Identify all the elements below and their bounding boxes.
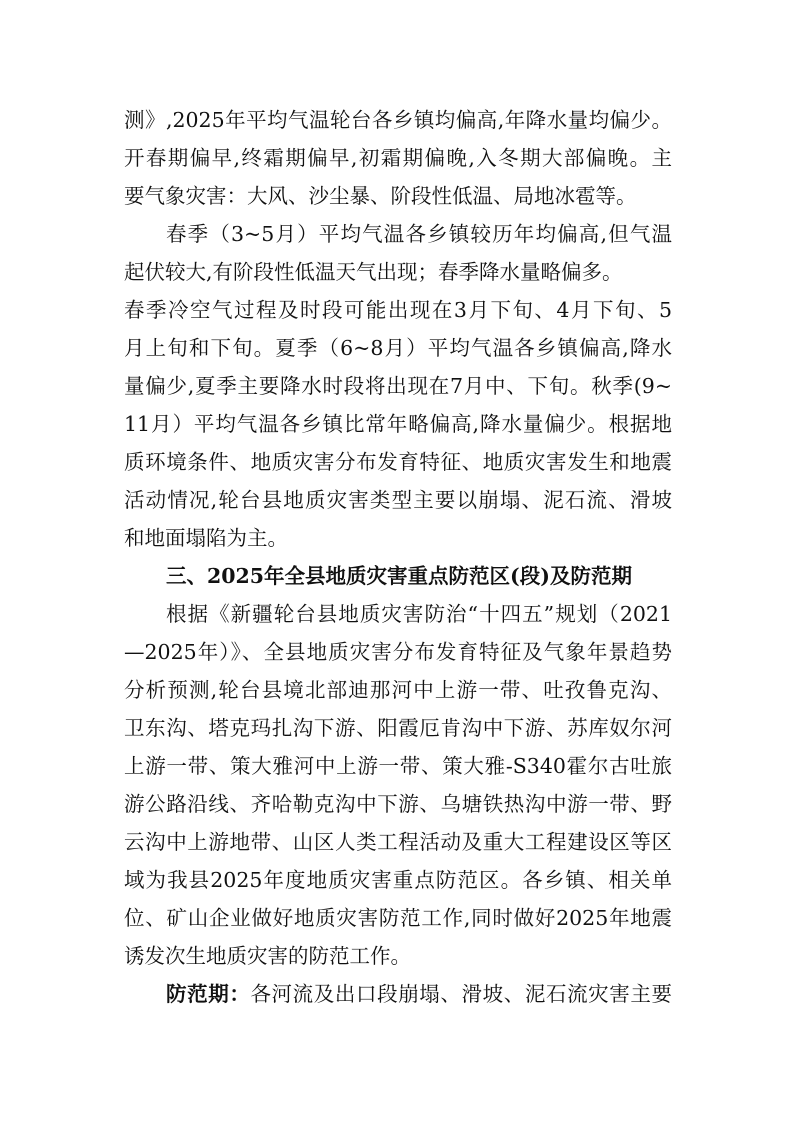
paragraph-line: 要气象灾害：大风、沙尘暴、阶段性低温、局地冰雹等。 [124, 184, 637, 208]
section-heading: 三、2025年全县地质灾害重点防范区(段)及防范期 [166, 564, 632, 588]
paragraph-line: 域为我县2025年度地质灾害重点防范区。各乡镇、相关单 [124, 868, 672, 892]
paragraph-line: 根据《新疆轮台县地质灾害防治“十四五”规划（2021 [166, 602, 672, 626]
paragraph-line: 上游一带、策大雅河中上游一带、策大雅-S340霍尔古吐旅 [124, 754, 672, 778]
paragraph-line: 云沟中上游地带、山区人类工程活动及重大工程建设区等区 [124, 830, 672, 854]
paragraph-line: 分析预测,轮台县境北部迪那河中上游一带、吐孜鲁克沟、 [124, 678, 672, 702]
paragraph-line: 量偏少,夏季主要降水时段将出现在7月中、下旬。秋季(9~ [124, 374, 672, 398]
paragraph-line: 起伏较大,有阶段性低温天气出现；春季降水量略偏多。 [124, 260, 623, 284]
prevention-period-text: 各河流及出口段崩塌、滑坡、泥石流灾害主要 [250, 982, 673, 1006]
paragraph-line: 11月）平均气温各乡镇比常年略偏高,降水量偏少。根据地 [124, 412, 672, 436]
paragraph-line: 卫东沟、塔克玛扎沟下游、阳霞厄肯沟中下游、苏库奴尔河 [124, 716, 672, 740]
paragraph-line: 诱发次生地质灾害的防范工作。 [124, 944, 411, 968]
paragraph-line: —2025年）》、全县地质灾害分布发育特征及气象年景趋势 [124, 640, 672, 664]
paragraph-line: 测》,2025年平均气温轮台各乡镇均偏高,年降水量均偏少。 [124, 108, 672, 132]
paragraph-line: 活动情况,轮台县地质灾害类型主要以崩塌、泥石流、滑坡 [124, 488, 672, 512]
prevention-period-label: 防范期： [166, 982, 251, 1006]
paragraph-line: 质环境条件、地质灾害分布发育特征、地质灾害发生和地震 [124, 450, 672, 474]
paragraph-line: 游公路沿线、齐哈勒克沟中下游、乌塘铁热沟中游一带、野 [124, 792, 672, 816]
paragraph-line: 位、矿山企业做好地质灾害防范工作,同时做好2025年地震 [124, 906, 672, 930]
paragraph-line: 月上旬和下旬。夏季（6~8月）平均气温各乡镇偏高,降水 [124, 336, 672, 360]
prevention-period-line [166, 975, 672, 1013]
paragraph-line: 开春期偏早,终霜期偏早,初霜期偏晚,入冬期大部偏晚。主 [124, 146, 672, 170]
paragraph-line: 和地面塌陷为主。 [124, 526, 288, 550]
paragraph-line: 春季冷空气过程及时段可能出现在3月下旬、4月下旬、5 [124, 298, 672, 322]
paragraph-line: 春季（3~5月）平均气温各乡镇较历年均偏高,但气温 [166, 222, 672, 246]
